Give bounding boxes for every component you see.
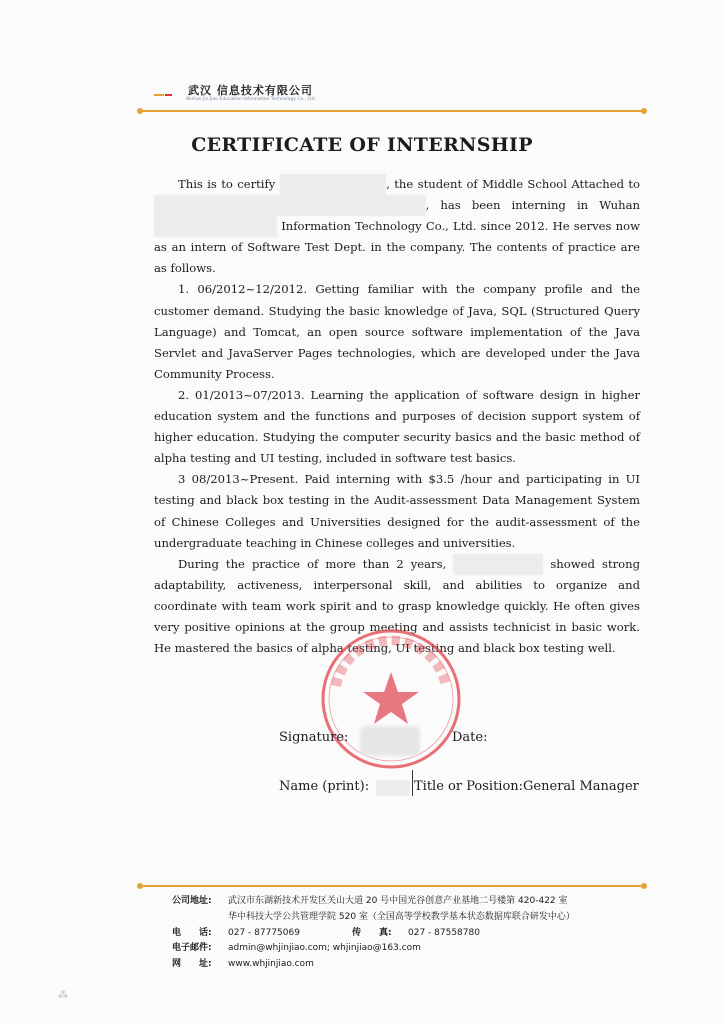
paragraph-item-1: 1. 06/2012~12/2012. Getting familiar with the company profile and the customer demand. Studying the basic knowledge of Java, SQL (Structured Query Language) and Tomcat, an open source software implementation of the Java Servlet and JavaServer Pages technologies, which are developed under the Java Community Process. [154,282,640,381]
address-label: 公司地址: [172,896,212,906]
address-line-2: 华中科技大学公共管理学院 520 室（全国高等学校教学基本状态数据库联合研发中心） [228,911,575,922]
website-label: 网 址: [172,959,212,970]
signature-scribble [360,726,420,756]
address-row-2 [172,910,672,926]
name-divider [412,770,413,796]
phone-fax-row [172,926,672,942]
redacted-name: XXXXXXXXXX [280,174,387,195]
certificate-title: CERTIFICATE OF INTERNSHIP [191,134,533,156]
position-value: General Manager [523,779,639,794]
paragraph-summary: During the practice of more than 2 years, XXXXXXXX showed strong adaptability, activeness, interpersonal skill, and abilities to organize and coordinate with team work spirit and to grasp knowledge quickly. He often gives very positive opinions at the group meeting and assists technicist in basic work. He mastered the basics of alpha testing, UI testing and black box testing well. [154,554,640,659]
website-value[interactable]: www.whjinjiao.com [228,959,314,970]
redacted-name: XXXXXXXX [453,554,543,575]
company-name-en: Wuhan Jin Jiao Education Information Technology Co., Ltd. [186,97,317,102]
paragraph-intro: This is to certify XXXXXXXXXX, the student of Middle School Attached to XXXXXXXXXXXXXXXXXXXXXXXXXXXXXX, has been interning in Wuhan XXXXXXXXXXXX Information Technology Co., Ltd. since 2012. He serves now as an intern of Software Test Dept. in the company. The contents of practice are as follows. [154,174,640,279]
phone-label: 电 话: [172,927,212,938]
address-line-1: 武汉市东湖新技术开发区关山大道 20 号中国光谷创意产业基地二号楼第 420-422 室 [228,896,568,906]
company-logo-icon [154,92,172,98]
phone-value: 027 - 87775069 [228,927,300,938]
fax-label: 传 真: [352,927,392,938]
letterhead [150,82,450,108]
redacted-school: XXXXXXXXXXXXXXXXXXXXXXXXXXXXXX [154,195,426,216]
date-label: Date: [452,730,488,745]
scan-artifact-mark: ⁂ [58,990,68,1001]
email-row [172,941,672,957]
footer-rule [140,885,644,887]
name-print-label: Name (print): [279,779,370,794]
email-value[interactable]: admin@whjinjiao.com; whjinjiao@163.com [228,943,421,954]
fax-value: 027 - 87558780 [408,927,480,938]
address-row [172,894,672,910]
header-rule [140,110,644,112]
paragraph-item-2: 2. 01/2013~07/2013. Learning the application of software design in higher education system and the functions and purposes of decision support system of higher education. Studying the computer security basics and the basic method of alpha testing and UI testing, included in software test basics. [154,387,640,466]
company-contact-footer [172,894,672,973]
email-label: 电子邮件: [172,943,212,954]
position-label: Title or Position:General Manager [414,779,639,794]
company-name-cn: 武汉 信息技术有限公司 [188,84,313,97]
redacted-printed-name [376,780,410,796]
signature-label: Signature: [279,730,349,745]
certificate-body [154,174,640,659]
paragraph-item-3: 3 08/2013~Present. Paid interning with $3.5 /hour and participating in UI testing and black box testing in the Audit-assessment Data Management System of Chinese Colleges and Universities designed for the audit-assessment of the undergraduate teaching in Chinese colleges and universities. [154,472,640,550]
redacted-company: XXXXXXXXXXXX [154,216,277,237]
website-row [172,957,672,973]
